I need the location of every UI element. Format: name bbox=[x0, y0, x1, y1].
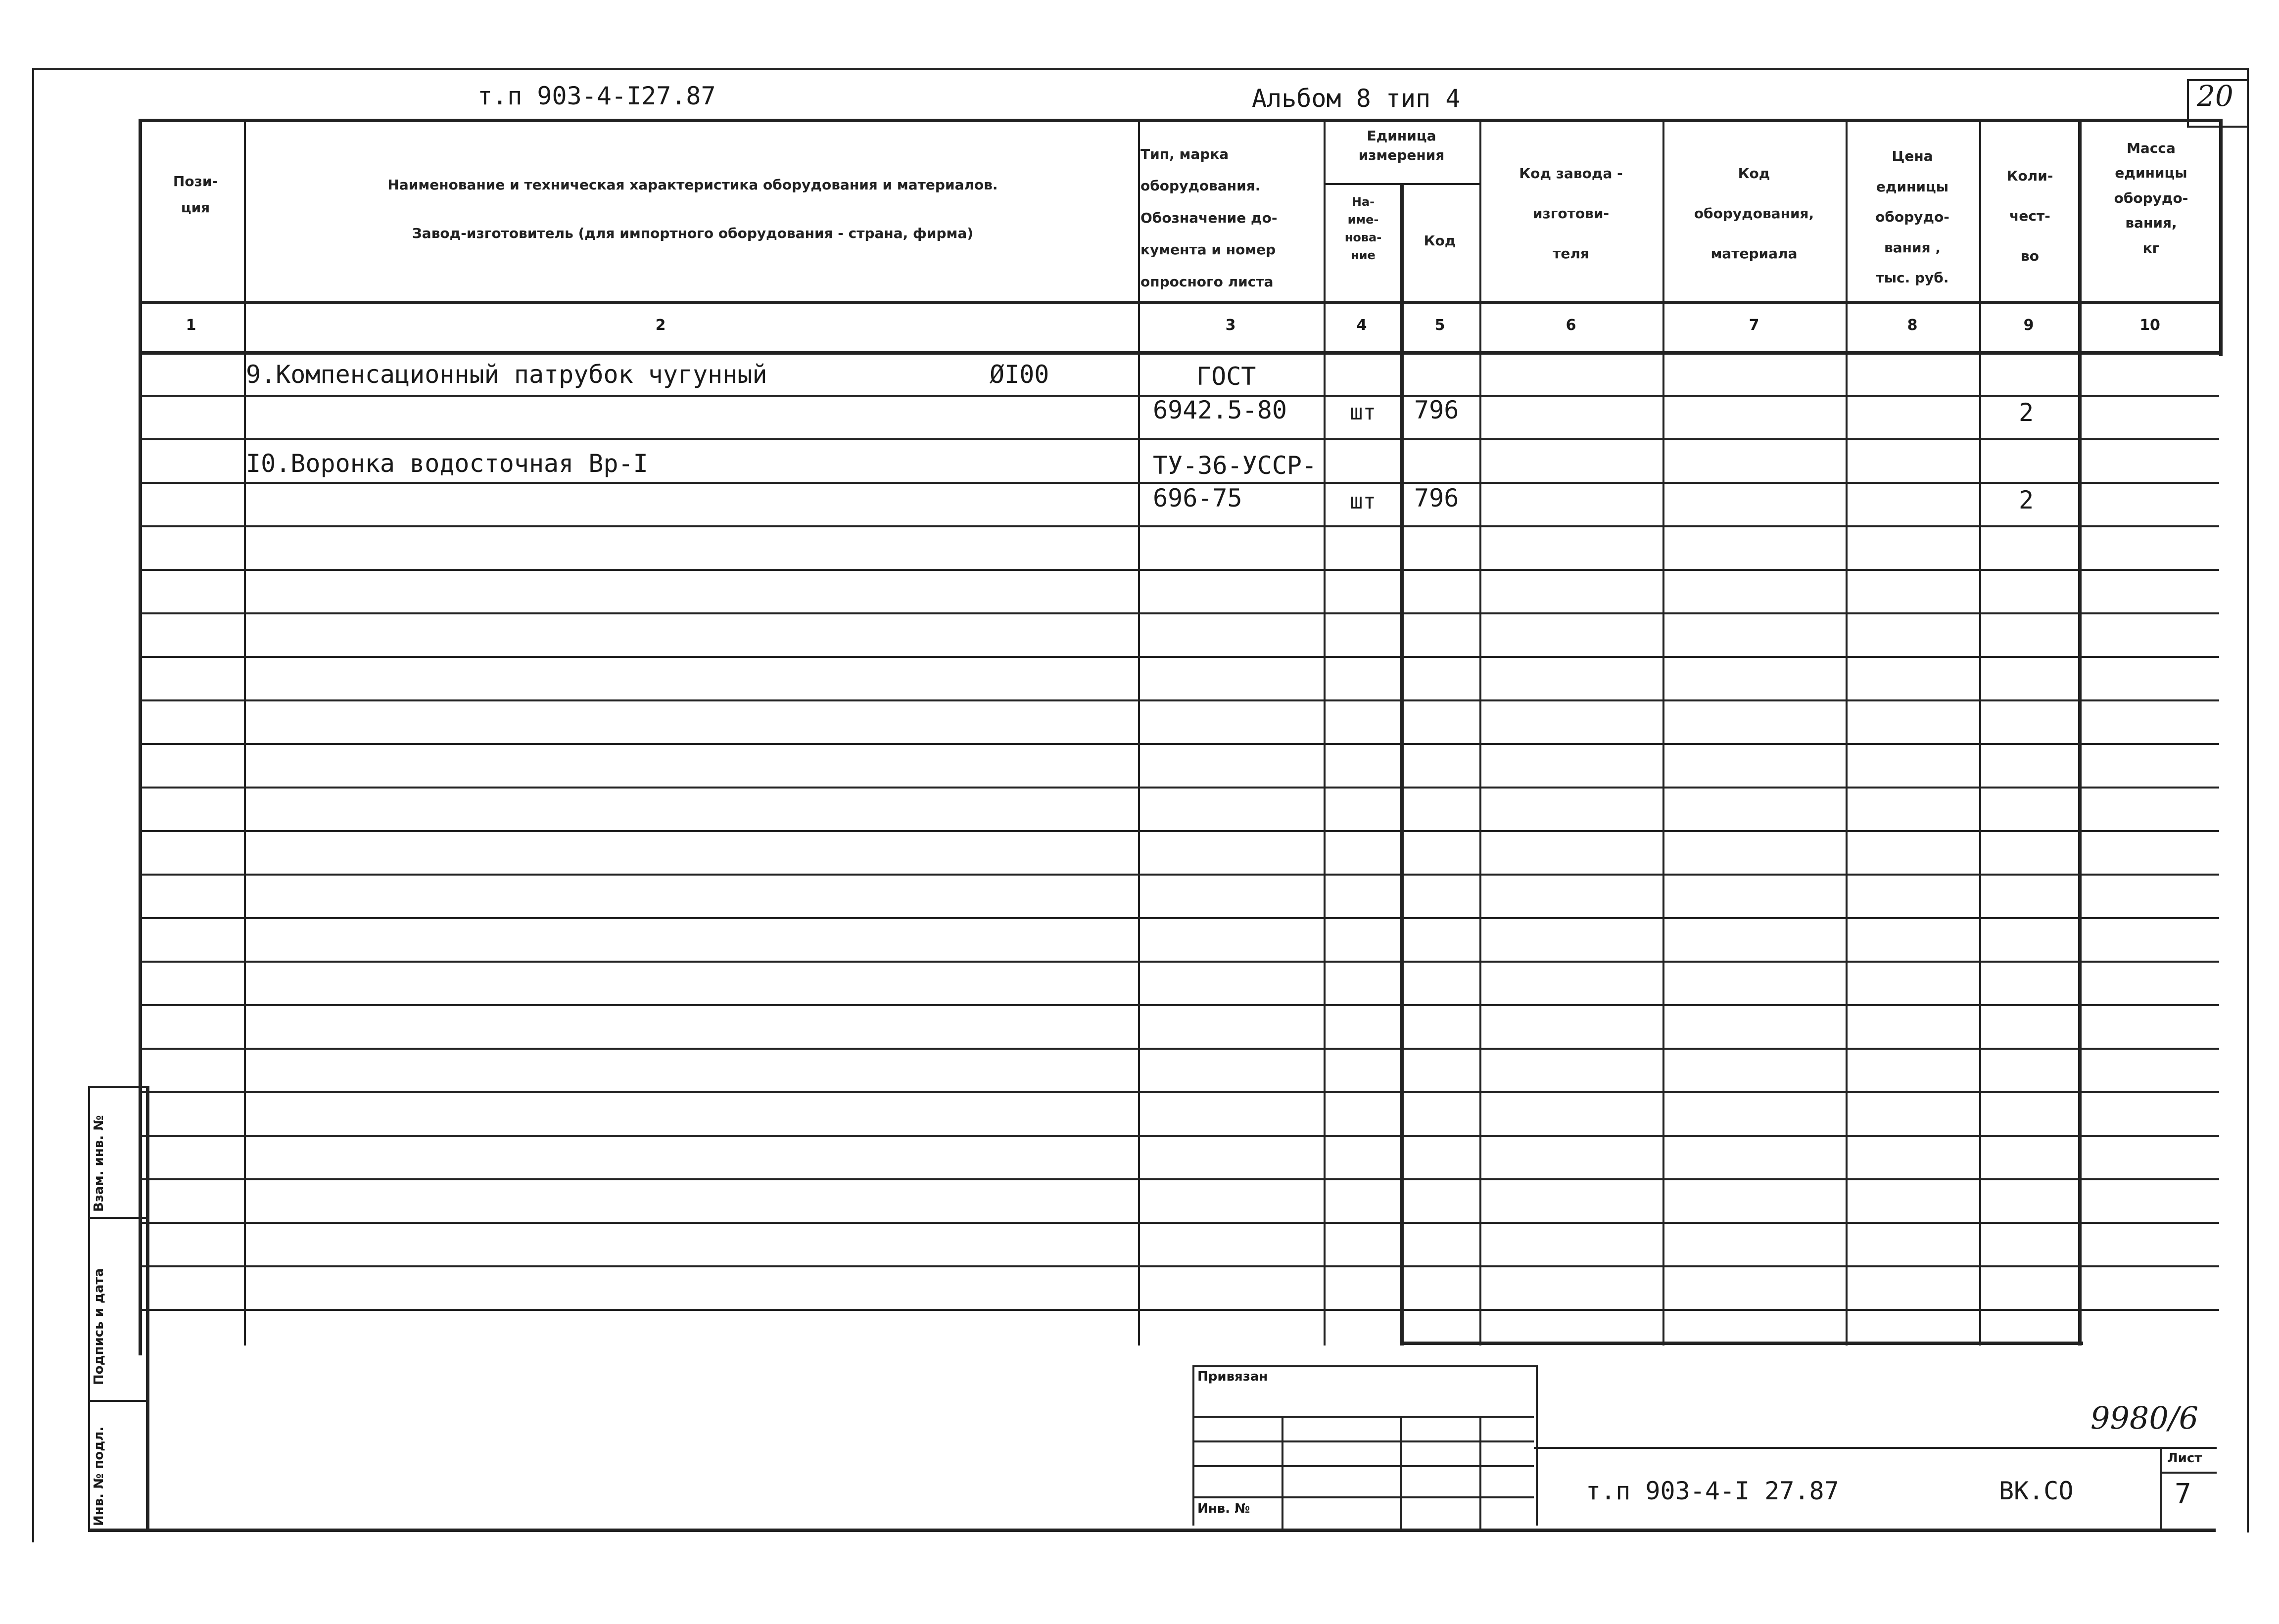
col-header-4: На- име- нова- ние bbox=[1344, 195, 1382, 262]
col-header-8: Цена единицы оборудо- вания , тыс. руб. bbox=[1875, 148, 1949, 286]
side-strip-bottom bbox=[88, 1529, 2216, 1532]
designation: т.п 903-4-I 27.87 bbox=[1586, 1477, 1839, 1505]
privyazan-vline-3 bbox=[1479, 1416, 1481, 1530]
table-row-line bbox=[141, 525, 2219, 527]
table-row-line bbox=[141, 1004, 2219, 1006]
col-header-5: Код bbox=[1424, 232, 1456, 249]
page-number: 20 bbox=[2197, 79, 2233, 113]
privyazan-line-2 bbox=[1192, 1440, 1534, 1442]
privyazan-vline-2 bbox=[1400, 1416, 1402, 1530]
table-row-line bbox=[141, 743, 2219, 745]
col-number-9: 9 bbox=[2023, 317, 2034, 334]
header-bottom-line bbox=[139, 301, 2222, 304]
side-label-vzam: Взам. инв. № bbox=[92, 1115, 106, 1212]
table-top-line bbox=[139, 119, 2222, 122]
table-row-line bbox=[141, 874, 2219, 876]
unit-group-line bbox=[1324, 183, 1479, 185]
col-number-4: 4 bbox=[1356, 317, 1367, 334]
col-number-2: 2 bbox=[655, 317, 666, 334]
table-row-line bbox=[141, 1222, 2219, 1224]
album-title: Альбом 8 тип 4 bbox=[1252, 84, 1461, 113]
col-header-9: Коли- чест- во bbox=[2006, 168, 2053, 265]
table-row-line bbox=[141, 438, 2219, 440]
table-row-line bbox=[141, 1309, 2219, 1311]
col-number-8: 8 bbox=[1907, 317, 1918, 334]
table-right-line bbox=[2219, 119, 2223, 356]
side-label-inv: Инв. № подл. bbox=[92, 1426, 106, 1526]
row-2-qty: 2 bbox=[2019, 398, 2034, 427]
side-strip-div-1 bbox=[88, 1217, 147, 1219]
table-row-line bbox=[141, 787, 2219, 789]
col-header-1: Пози- ция bbox=[173, 173, 218, 216]
row-4-code: 796 bbox=[1414, 484, 1459, 512]
sheet-box-left bbox=[2160, 1447, 2162, 1529]
table-row-line bbox=[141, 1091, 2219, 1093]
table-row-line bbox=[141, 1048, 2219, 1050]
table-row-line bbox=[141, 569, 2219, 571]
frame-right-line bbox=[2247, 68, 2249, 1532]
unit-group-header: Единица измерения bbox=[1358, 128, 1445, 164]
archive-number: 9980/6 bbox=[2090, 1400, 2199, 1436]
row-1-name: 9.Компенсационный патрубок чугунный bbox=[246, 360, 767, 389]
row-4-qty: 2 bbox=[2019, 486, 2034, 514]
privyazan-line-3 bbox=[1192, 1465, 1534, 1467]
side-strip-top bbox=[88, 1086, 147, 1088]
row-4-unit: шт bbox=[1350, 489, 1376, 514]
title-block-top bbox=[1534, 1447, 2217, 1449]
col-number-1: 1 bbox=[186, 317, 196, 334]
row-1-doc: ГОСТ bbox=[1196, 362, 1256, 391]
col-number-5: 5 bbox=[1434, 317, 1445, 334]
table-row-line bbox=[141, 1178, 2219, 1180]
frame-top-line bbox=[32, 68, 2249, 70]
col-number-6: 6 bbox=[1566, 317, 1576, 334]
table-row-line bbox=[141, 612, 2219, 614]
col-header-2: Наименование и техническая характеристика оборудования и материалов. Завод-изготовитель (для импортного оборудования - страна, фирма) bbox=[387, 177, 998, 241]
privyazan-line-1 bbox=[1192, 1416, 1534, 1418]
col-header-10: Масса единицы оборудо- вания, кг bbox=[2114, 140, 2188, 256]
row-4-doc: 696-75 bbox=[1153, 484, 1242, 512]
side-strip-left bbox=[88, 1086, 90, 1531]
inv-no-label: Инв. № bbox=[1197, 1501, 1250, 1516]
privyazan-line-4 bbox=[1192, 1496, 1534, 1498]
sheet-box-divider bbox=[2160, 1472, 2217, 1474]
side-strip-right bbox=[146, 1086, 149, 1531]
row-2-unit: шт bbox=[1350, 400, 1376, 425]
col-header-6: Код завода - изготови- теля bbox=[1519, 165, 1623, 262]
table-row-line bbox=[141, 699, 2219, 701]
table-row-line bbox=[141, 917, 2219, 919]
col-number-10: 10 bbox=[2139, 317, 2160, 334]
number-row-bottom-line bbox=[139, 351, 2222, 355]
row-1-dim: ØI00 bbox=[990, 360, 1049, 389]
privyazan-vline-1 bbox=[1282, 1416, 1283, 1530]
table-row-line bbox=[141, 656, 2219, 658]
table-row-line bbox=[141, 830, 2219, 832]
row-3-doc: ТУ-36-УССР- bbox=[1153, 451, 1317, 480]
row-2-doc: 6942.5-80 bbox=[1153, 396, 1287, 424]
table-left-line bbox=[139, 119, 142, 1355]
side-label-podpis: Подпись и дата bbox=[92, 1268, 106, 1385]
col-number-3: 3 bbox=[1225, 317, 1236, 334]
frame-left-line bbox=[32, 68, 34, 1542]
row-3-name: I0.Воронка водосточная Вр-I bbox=[246, 449, 648, 478]
side-strip-div-2 bbox=[88, 1400, 147, 1402]
table-row-line bbox=[141, 961, 2219, 963]
table-row-line bbox=[141, 1135, 2219, 1137]
table-bottom-line bbox=[1400, 1342, 2083, 1345]
mark: ВК.СО bbox=[1999, 1477, 2074, 1505]
col-header-7: Код оборудования, материала bbox=[1694, 165, 1814, 262]
col-number-7: 7 bbox=[1749, 317, 1759, 334]
sheet-label: Лист bbox=[2167, 1451, 2202, 1466]
row-2-code: 796 bbox=[1414, 396, 1459, 424]
project-code: т.п 903-4-I27.87 bbox=[477, 82, 716, 110]
col-header-3: Тип, марка оборудования. Обозначение до- кумента и номер опросного листа bbox=[1140, 146, 1278, 290]
sheet-number: 7 bbox=[2175, 1478, 2191, 1510]
col-divider-4 bbox=[1400, 183, 1404, 1346]
privyazan-label: Привязан bbox=[1197, 1369, 1268, 1384]
table-row-line bbox=[141, 1265, 2219, 1267]
